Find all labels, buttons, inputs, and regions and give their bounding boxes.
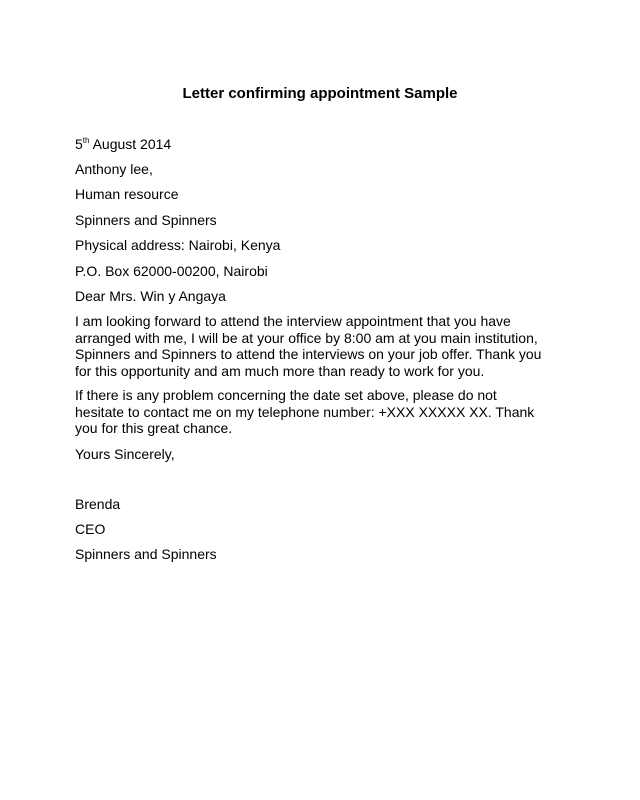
letter-date xyxy=(75,136,171,153)
paragraph-line: I am looking forward to attend the interview appointment that you have xyxy=(75,313,511,329)
paragraph-line: arranged with me, I will be at your office by 8:00 am at you main institution, xyxy=(75,329,538,346)
body-paragraph-2 xyxy=(75,387,575,437)
paragraph-line: for this opportunity and am much more than ready to work for you. xyxy=(75,362,485,379)
physical-address: Physical address: Nairobi, Kenya xyxy=(75,237,281,253)
salutation: Dear Mrs. Win y Angaya xyxy=(75,288,226,304)
body-paragraph-1 xyxy=(75,313,575,379)
recipient-department: Human resource xyxy=(75,186,179,202)
po-box: P.O. Box 62000-00200, Nairobi xyxy=(75,263,268,279)
closing: Yours Sincerely, xyxy=(75,446,175,462)
date-rest: August 2014 xyxy=(89,136,172,152)
signer-name: Brenda xyxy=(75,496,121,512)
paragraph-line: hesitate to contact me on my telephone number: +XXX XXXXX XX. Thank xyxy=(75,403,535,420)
recipient-name: Anthony lee, xyxy=(75,161,153,177)
document-title: Letter confirming appointment Sample xyxy=(182,85,458,102)
paragraph-line: If there is any problem concerning the date set above, please do not xyxy=(75,387,497,403)
recipient-company: Spinners and Spinners xyxy=(75,212,217,228)
date-suffix: th xyxy=(82,136,90,145)
signer-company: Spinners and Spinners xyxy=(75,546,217,562)
signer-title: CEO xyxy=(75,521,106,537)
paragraph-line: Spinners and Spinners to attend the interviews on your job offer. Thank you xyxy=(75,346,542,362)
paragraph-line: you for this great chance. xyxy=(75,420,233,436)
date-day: 5 xyxy=(75,136,83,152)
